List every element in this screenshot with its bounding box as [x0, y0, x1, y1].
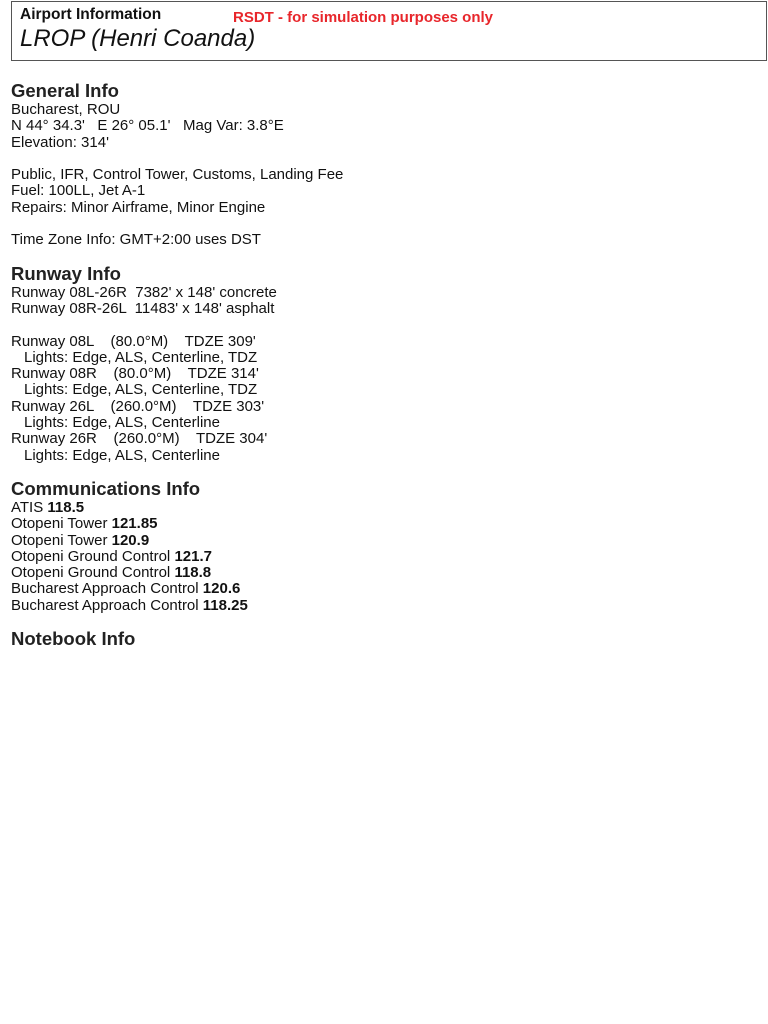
- general-info-section: [11, 80, 751, 249]
- elevation: Elevation: 314': [11, 133, 109, 151]
- runway-surface: Runway 08L-26R 7382' x 148' concrete: [11, 283, 277, 301]
- coordinates: N 44° 34.3' E 26° 05.1' Mag Var: 3.8°E: [11, 117, 284, 135]
- spacer: [11, 151, 751, 167]
- comm-frequency: 118.5: [47, 498, 85, 516]
- section-gap: [11, 464, 751, 478]
- comm-frequency-row: [11, 565, 751, 581]
- comm-frequency: 118.25: [202, 596, 248, 614]
- runway-lights: Lights: Edge, ALS, Centerline: [24, 446, 220, 464]
- repairs: Repairs: Minor Airframe, Minor Engine: [11, 198, 266, 216]
- runway-info-section: [11, 263, 751, 464]
- runway-end: Runway 26R (260.0°M) TDZE 304': [11, 430, 268, 448]
- time-zone: Time Zone Info: GMT+2:00 uses DST: [11, 231, 261, 249]
- comm-frequency: 120.9: [111, 531, 150, 549]
- runway-end: Runway 08R (80.0°M) TDZE 314': [11, 365, 259, 383]
- comm-frequency: 118.8: [174, 564, 212, 582]
- communications-info-heading: Communications Info: [11, 477, 201, 499]
- comm-frequency-row: [11, 516, 751, 532]
- comm-name: ATIS: [11, 498, 44, 516]
- airport-info-content: [11, 80, 751, 650]
- comm-frequency-row: [11, 533, 751, 549]
- comm-frequency: 120.6: [202, 580, 241, 598]
- notebook-info-section: [11, 628, 751, 650]
- airport-header: [11, 1, 767, 61]
- runway-info-heading: Runway Info: [11, 262, 121, 284]
- section-gap: [11, 614, 751, 628]
- comm-name: Otopeni Ground Control: [11, 564, 171, 582]
- comm-name: Otopeni Tower: [11, 515, 108, 533]
- section-gap: [11, 249, 751, 263]
- communications-info-section: [11, 478, 751, 614]
- comm-name: Otopeni Ground Control: [11, 547, 171, 565]
- runway-lights: Lights: Edge, ALS, Centerline: [24, 414, 220, 432]
- runway-end: Runway 08L (80.0°M) TDZE 309': [11, 332, 256, 350]
- comm-frequency: 121.85: [111, 515, 158, 533]
- simulation-warning: RSDT - for simulation purposes only: [233, 9, 494, 26]
- comm-frequency: 121.7: [174, 547, 212, 565]
- runway-surface: Runway 08R-26L 11483' x 148' asphalt: [11, 299, 275, 317]
- runway-lights: Lights: Edge, ALS, Centerline, TDZ: [24, 348, 258, 366]
- header-label: Airport Information: [20, 6, 162, 23]
- spacer: [11, 317, 751, 333]
- comm-frequency-row: [11, 581, 751, 597]
- runway-end: Runway 26L (260.0°M) TDZE 303': [11, 397, 265, 415]
- comm-frequency-row: [11, 500, 751, 516]
- spacer: [11, 216, 751, 232]
- runway-lights: Lights: Edge, ALS, Centerline, TDZ: [24, 381, 258, 399]
- location: Bucharest, ROU: [11, 101, 121, 118]
- comm-name: Bucharest Approach Control: [11, 596, 199, 614]
- general-info-heading: General Info: [11, 80, 119, 101]
- fuel: Fuel: 100LL, Jet A-1: [11, 182, 146, 200]
- notebook-info-heading: Notebook Info: [11, 628, 136, 650]
- airport-title: LROP (Henri Coanda): [20, 25, 256, 52]
- comm-name: Bucharest Approach Control: [11, 580, 199, 598]
- comm-frequency-row: [11, 598, 751, 614]
- comm-frequency-row: [11, 549, 751, 565]
- facilities: Public, IFR, Control Tower, Customs, Landing Fee: [11, 166, 344, 184]
- comm-name: Otopeni Tower: [11, 531, 108, 549]
